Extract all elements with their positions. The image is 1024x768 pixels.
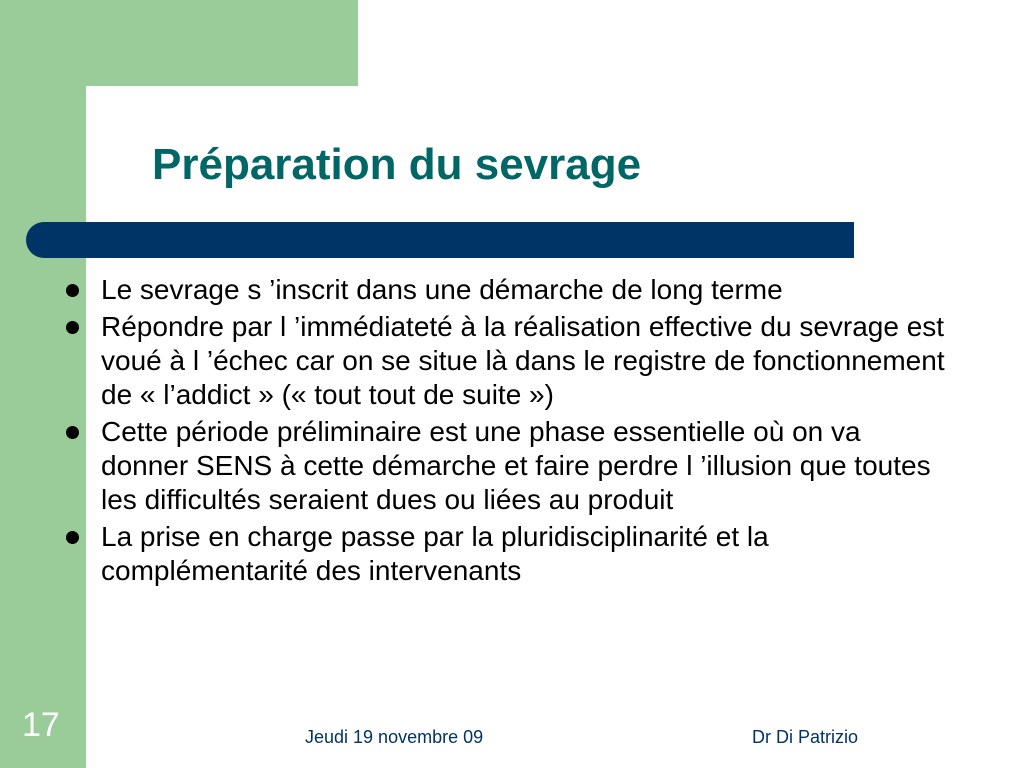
bullet-dot-icon	[66, 284, 79, 297]
bullet-dot-icon	[66, 321, 79, 334]
bullet-item	[60, 415, 950, 517]
bullet-dot-icon	[66, 426, 79, 439]
bullet-dot-icon	[66, 531, 79, 544]
bullet-text: Cette période préliminaire est une phase essentielle où on va donner SENS à cette démarche et faire perdre l ’illusion que toutes les difficultés seraient dues ou liées au produit	[101, 416, 931, 515]
title-underline-bar	[26, 222, 854, 258]
footer-author: Dr Di Patrizio	[752, 727, 859, 747]
footer-date: Jeudi 19 novembre 09	[305, 727, 484, 747]
bullet-text: Répondre par l ’immédiateté à la réalisation effective du sevrage est voué à l ’échec car on se situe là dans le registre de fonctionnement de « l’addict » (« tout tout de suite »)	[101, 311, 945, 410]
bullet-item	[60, 520, 950, 588]
slide-title: Préparation du sevrage	[152, 140, 642, 189]
bullet-list	[60, 273, 950, 591]
bullet-item	[60, 310, 950, 412]
bullet-text: Le sevrage s ’inscrit dans une démarche de long terme	[101, 274, 783, 305]
bullet-item	[60, 273, 950, 307]
bullet-text: La prise en charge passe par la pluridisciplinarité et la complémentarité des intervenants	[101, 521, 769, 586]
slide-number: 17	[22, 706, 60, 744]
